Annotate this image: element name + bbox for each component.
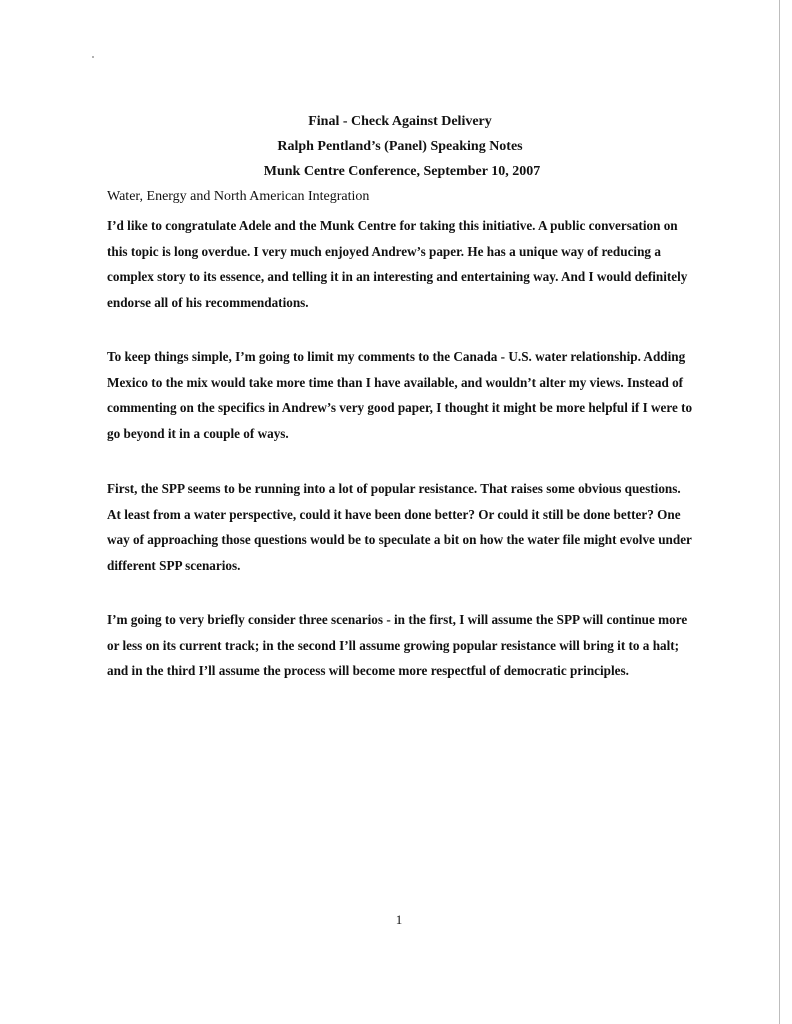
scan-artifact — [92, 56, 94, 58]
paragraph-4: I’m going to very briefly consider three scenarios - in the first, I will assume the SPP will continue more or less on its current track; in the second I’ll assume growing popular resistance will bring it to a halt; and in the third I’ll assume the process will become more respectful of democratic principles. — [107, 612, 688, 678]
paragraph-3: First, the SPP seems to be running into a lot of popular resistance. That raises some obvious questions. At least from a water perspective, could it have been done better? Or could it still be done better? One way of approaching those questions would be to speculate a bit on how the water file might evolve under different SPP scenarios. — [107, 481, 692, 573]
paragraph-1: I’d like to congratulate Adele and the Munk Centre for taking this initiative. A public conversation on this topic is long overdue. I very much enjoyed Andrew’s paper. He has a unique way of reducing a complex story to its essence, and telling it in an interesting and entertaining way. And I would definitely endorse all of his recommendations. — [107, 218, 688, 310]
header-speaker-line: Ralph Pentland’s (Panel) Speaking Notes — [277, 139, 523, 154]
header-event-line: Munk Centre Conference, September 10, 2007 — [263, 164, 541, 179]
header-status-line: Final - Check Against Delivery — [308, 114, 492, 129]
page-number: 1 — [395, 912, 403, 927]
paragraph-2: To keep things simple, I’m going to limit my comments to the Canada - U.S. water relationship. Adding Mexico to the mix would take more time than I have available, and wouldn’t alter my views. Instead of commenting on the specifics in Andrew’s very good paper, I thought it might be more helpful if I were to go beyond it in a couple of ways. — [107, 349, 693, 441]
document-subtitle: Water, Energy and North American Integration — [107, 189, 370, 204]
